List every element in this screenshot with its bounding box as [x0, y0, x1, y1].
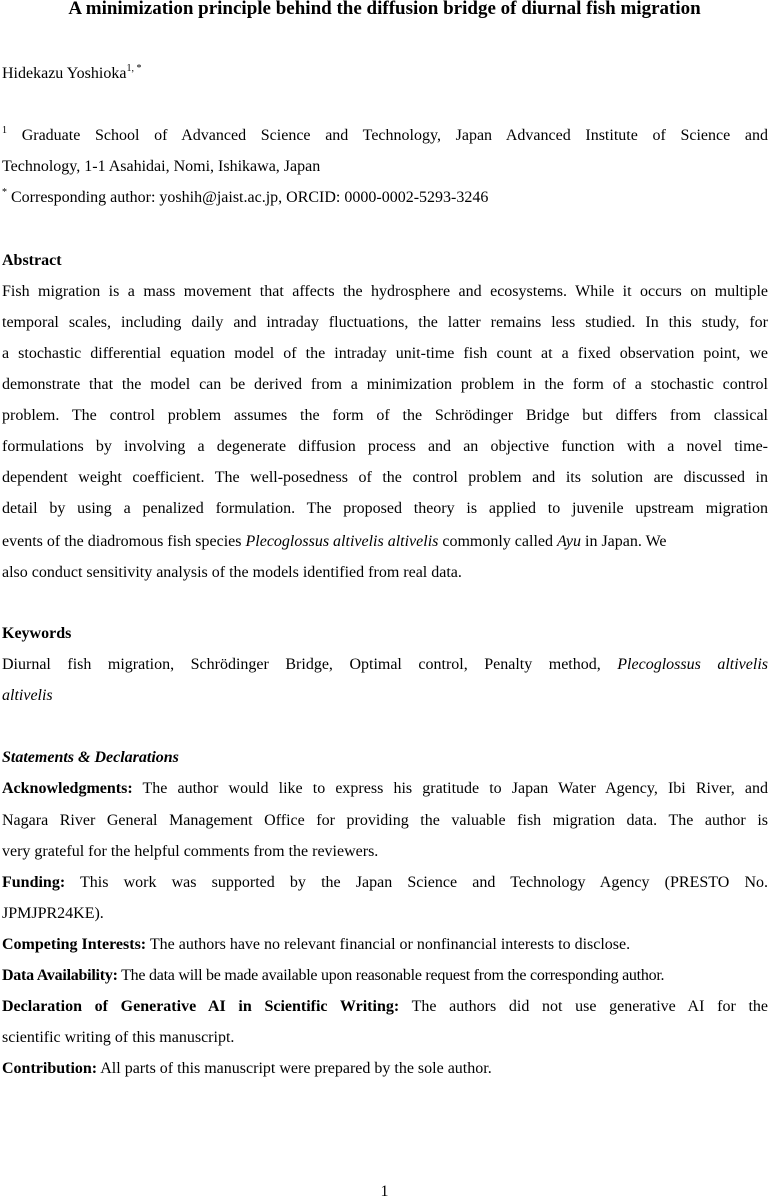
keywords-line-2: altivelis [2, 687, 53, 704]
page-number: 1 [380, 1183, 389, 1200]
abstract-line-6: formulations by involving a degenerate diffusion process and an objective function with a novel time- [2, 438, 768, 455]
data-availability-line [2, 966, 768, 986]
abstract-line-9 [2, 532, 768, 552]
author-name: Hidekazu Yoshioka [2, 65, 127, 82]
competing-interests-line [2, 935, 768, 955]
abstract-line-1: Fish migration is a mass movement that affects the hydrosphere and ecosystems. While it occurs on multiple [2, 283, 768, 300]
keywords-line-1 [2, 655, 768, 675]
funding-line-1 [2, 873, 768, 893]
competing-interests-text: The authors have no relevant financial or nonfinancial interests to disclose. [146, 936, 631, 953]
affiliation-line-2: Technology, 1-1 Asahidai, Nomi, Ishikawa, Japan [2, 158, 321, 175]
keywords-species: Plecoglossus altivelis [617, 656, 768, 673]
contribution-label: Contribution: [2, 1060, 98, 1077]
corresponding-superscript: * [2, 186, 7, 198]
abstract-heading: Abstract [2, 252, 62, 269]
author-superscript: 1, * [126, 62, 142, 74]
affiliation-superscript: 1 [2, 126, 7, 136]
affiliation-text-1: Graduate School of Advanced Science and Technology, Japan Advanced Institute of Science and [21, 127, 768, 144]
common-name: Ayu [557, 533, 581, 550]
affiliation-line-1 [2, 126, 768, 146]
funding-text-1: This work was supported by the Japan Science and Technology Agency (PRESTO No. [65, 874, 768, 891]
keywords-text: Diurnal fish migration, Schrödinger Bridge, Optimal control, Penalty method, [2, 656, 618, 673]
generative-ai-line-2: scientific writing of this manuscript. [2, 1029, 235, 1046]
abstract-line-4: demonstrate that the model can be derived from a minimization problem in the form of a stochastic control [2, 376, 768, 393]
abstract-line-8: detail by using a penalized formulation. The proposed theory is applied to juvenile upstream migration [2, 500, 768, 517]
corresponding-line [2, 188, 768, 208]
acknowledgments-text-1: The author would like to express his gratitude to Japan Water Agency, Ibi River, and [132, 780, 768, 797]
species-name: Plecoglossus altivelis altivelis [245, 533, 439, 550]
keywords-heading: Keywords [2, 625, 72, 642]
paper-title: A minimization principle behind the diffusion bridge of diurnal fish migration [68, 0, 701, 19]
abstract-line-5: problem. The control problem assumes the form of the Schrödinger Bridge but differs from classical [2, 407, 768, 424]
abstract-line-9-part-a: events of the diadromous fish species [2, 533, 246, 550]
data-availability-text: The data will be made available upon reasonable request from the corresponding author. [117, 967, 665, 984]
generative-ai-label: Declaration of Generative AI in Scientific Writing: [2, 998, 400, 1015]
abstract-line-7: dependent weight coefficient. The well-posedness of the control problem and its solution are discussed in [2, 469, 768, 486]
author-line [2, 64, 768, 84]
acknowledgments-line-1 [2, 779, 768, 799]
competing-interests-label: Competing Interests: [2, 936, 147, 953]
abstract-line-9-part-b: commonly called [438, 533, 557, 550]
abstract-line-3: a stochastic differential equation model of the intraday unit-time fish count at a fixed observation point, we [2, 345, 768, 362]
funding-line-2: JPMJPR24KE). [2, 905, 104, 922]
acknowledgments-label: Acknowledgments: [2, 780, 133, 797]
acknowledgments-line-2: Nagara River General Management Office for providing the valuable fish migration data. The author is [2, 812, 768, 829]
statements-heading: Statements & Declarations [2, 749, 179, 766]
data-availability-label: Data Availability: [2, 967, 118, 984]
corresponding-text: Corresponding author: yoshih@jaist.ac.jp, ORCID: 0000-0002-5293-3246 [11, 189, 489, 206]
abstract-line-10: also conduct sensitivity analysis of the models identified from real data. [2, 564, 462, 581]
acknowledgments-line-3: very grateful for the helpful comments from the reviewers. [2, 843, 379, 860]
generative-ai-text-1: The authors did not use generative AI for the [399, 998, 768, 1015]
contribution-line [2, 1059, 768, 1079]
abstract-line-2: temporal scales, including daily and intraday fluctuations, the latter remains less studied. In this study, for [2, 314, 768, 331]
contribution-text: All parts of this manuscript were prepared by the sole author. [97, 1060, 492, 1077]
abstract-line-9-part-c: in Japan. We [581, 533, 667, 550]
funding-label: Funding: [2, 874, 66, 891]
generative-ai-line-1 [2, 997, 768, 1017]
